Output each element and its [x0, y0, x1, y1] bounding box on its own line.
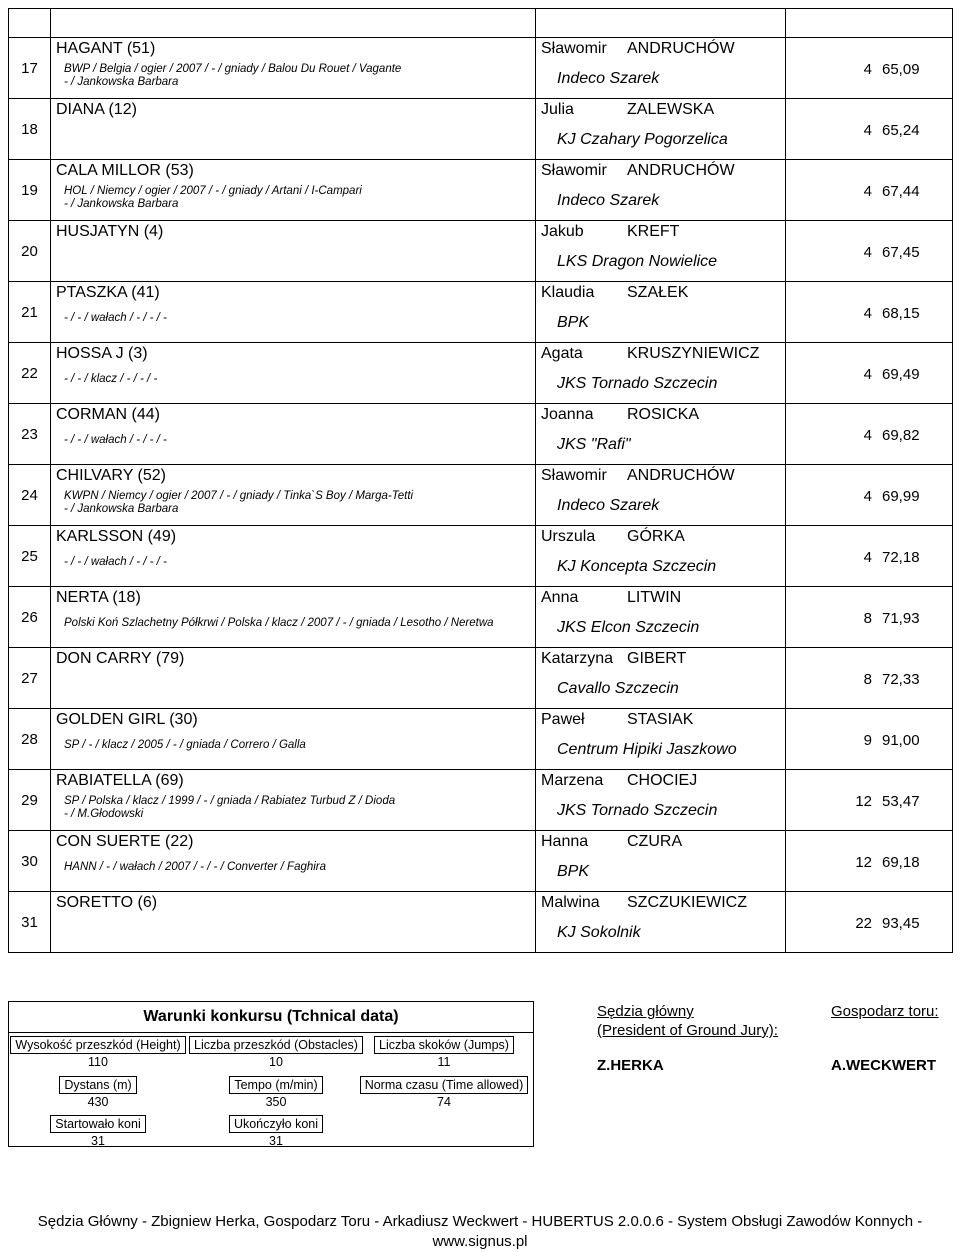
rider-last-name: CZURA: [627, 833, 683, 850]
table-row: [9, 99, 953, 160]
club-name: JKS Tornado Szczecin: [557, 802, 718, 819]
place-cell: [9, 648, 51, 709]
height-cell: [9, 1036, 187, 1070]
obstacles-label: Liczba przeszkód (Obstacles): [189, 1036, 363, 1054]
rider-name: [541, 101, 714, 119]
time: 72,33: [882, 671, 920, 688]
horse-cell: [51, 160, 536, 221]
place: 20: [21, 242, 38, 260]
horse-cell: [51, 38, 536, 99]
table-row: [9, 770, 953, 831]
place: 27: [21, 669, 38, 687]
rider-cell: [536, 892, 786, 953]
rider-name: [541, 711, 693, 729]
place-cell: [9, 282, 51, 343]
time: 67,45: [882, 244, 920, 261]
rider-first-name: Sławomir: [541, 467, 607, 484]
horse-description: HANN / - / wałach / 2007 / - / - / Converter / Faghira: [64, 861, 327, 873]
rider-first-name: Paweł: [541, 711, 585, 728]
rider-last-name: KREFT: [627, 223, 680, 240]
place: 23: [21, 425, 38, 443]
rider-last-name: GÓRKA: [627, 528, 685, 545]
table-row: [9, 892, 953, 953]
rider-first-name: Sławomir: [541, 40, 607, 57]
horse-name: HOSSA J (3): [56, 345, 148, 362]
rider-cell: [536, 221, 786, 282]
place: 26: [21, 608, 38, 626]
faults: 4: [863, 549, 872, 566]
place: 30: [21, 852, 38, 870]
faults: 4: [863, 305, 872, 322]
rider-first-name: Marzena: [541, 772, 604, 789]
faults: 12: [855, 793, 872, 810]
result-cell: [786, 709, 953, 770]
faults: 8: [863, 610, 872, 627]
jumps-value: 11: [437, 1055, 451, 1069]
table-row: [9, 160, 953, 221]
rider-name: [541, 223, 679, 241]
rider-first-name: Jakub: [541, 223, 584, 240]
started-cell: [9, 1115, 187, 1149]
time: 67,44: [882, 183, 920, 200]
started-label: Startowało koni: [50, 1115, 145, 1133]
header-cell: [9, 9, 51, 38]
distance-value: 430: [87, 1095, 109, 1109]
rider-name: [541, 833, 682, 851]
rider-first-name: Hanna: [541, 833, 589, 850]
place-cell: [9, 770, 51, 831]
jumps-cell: [355, 1036, 533, 1070]
club-name: KJ Sokolnik: [557, 924, 641, 941]
table-row: [9, 38, 953, 99]
faults: 9: [863, 732, 872, 749]
place: 17: [21, 59, 38, 77]
horse-cell: [51, 587, 536, 648]
host-name: A.WECKWERT: [831, 1057, 936, 1074]
place: 28: [21, 730, 38, 748]
obstacles-cell: [187, 1036, 365, 1070]
rider-last-name: GIBERT: [627, 650, 687, 667]
club-name: KJ Koncepta Szczecin: [557, 558, 717, 575]
rider-cell: [536, 99, 786, 160]
place-cell: [9, 709, 51, 770]
horse-description: SP / Polska / klacz / 1999 / - / gniada / Rabiatez Turbud Z / Dioda - / M.Głodowski: [64, 795, 396, 820]
rider-cell: [536, 648, 786, 709]
horse-description: HOL / Niemcy / ogier / 2007 / - / gniady / Artani / I-Campari - / Jankowska Barbara: [64, 185, 362, 210]
horse-cell: [51, 526, 536, 587]
rider-first-name: Agata: [541, 345, 583, 362]
rider-name: [541, 772, 697, 790]
result-cell: [786, 99, 953, 160]
president-label-2: (President of Ground Jury):: [597, 1022, 778, 1039]
rider-last-name: ROSICKA: [627, 406, 700, 423]
place: 31: [21, 913, 38, 931]
horse-cell: [51, 709, 536, 770]
place-cell: [9, 526, 51, 587]
place-cell: [9, 892, 51, 953]
place: 19: [21, 181, 38, 199]
distance-label: Dystans (m): [59, 1076, 136, 1094]
rider-last-name: ANDRUCHÓW: [627, 467, 735, 484]
horse-description: - / - / wałach / - / - / -: [64, 312, 167, 324]
horse-name: HUSJATYN (4): [56, 223, 164, 240]
host-label: Gospodarz toru:: [831, 1003, 939, 1020]
tempo-label: Tempo (m/min): [229, 1076, 322, 1094]
rider-cell: [536, 38, 786, 99]
table-row: [9, 343, 953, 404]
result-cell: [786, 160, 953, 221]
time-allowed-cell: [355, 1076, 533, 1110]
horse-cell: [51, 648, 536, 709]
place-cell: [9, 587, 51, 648]
time: 53,47: [882, 793, 920, 810]
result-cell: [786, 587, 953, 648]
club-name: Centrum Hipiki Jaszkowo: [557, 741, 737, 758]
horse-description: - / - / klacz / - / - / -: [64, 373, 158, 385]
header-cell: [51, 9, 536, 38]
horse-cell: [51, 404, 536, 465]
club-name: JKS Elcon Szczecin: [557, 619, 700, 636]
place: 24: [21, 486, 38, 504]
place: 22: [21, 364, 38, 382]
horse-name: CORMAN (44): [56, 406, 161, 423]
rider-cell: [536, 343, 786, 404]
horse-name: CHILVARY (52): [56, 467, 166, 484]
horse-name: GOLDEN GIRL (30): [56, 711, 198, 728]
place-cell: [9, 38, 51, 99]
place-cell: [9, 343, 51, 404]
place-cell: [9, 99, 51, 160]
time-allowed-label: Norma czasu (Time allowed): [360, 1076, 529, 1094]
faults: 4: [863, 61, 872, 78]
result-cell: [786, 648, 953, 709]
time: 91,00: [882, 732, 920, 749]
time: 69,18: [882, 854, 920, 871]
rider-cell: [536, 709, 786, 770]
horse-cell: [51, 892, 536, 953]
place-cell: [9, 404, 51, 465]
footer-line-1: Sędzia Główny - Zbigniew Herka, Gospodarz Toru - Arkadiusz Weckwert - HUBERTUS 2.0.0.6 - System Obsługi Zawodów Konnych -: [37, 1213, 923, 1230]
jumps-label: Liczba skoków (Jumps): [374, 1036, 514, 1054]
table-row: [9, 526, 953, 587]
rider-name: [541, 650, 686, 668]
footer-link[interactable]: www.signus.pl: [432, 1233, 528, 1250]
faults: 22: [855, 915, 872, 932]
technical-data-box: [8, 1001, 534, 1147]
finished-cell: [187, 1115, 365, 1149]
horse-cell: [51, 282, 536, 343]
horse-cell: [51, 99, 536, 160]
faults: 8: [863, 671, 872, 688]
place-cell: [9, 160, 51, 221]
faults: 4: [863, 183, 872, 200]
table-row: [9, 587, 953, 648]
result-cell: [786, 892, 953, 953]
rider-first-name: Katarzyna: [541, 650, 614, 667]
club-name: Indeco Szarek: [557, 497, 660, 514]
horse-name: SORETTO (6): [56, 894, 158, 911]
time-allowed-value: 74: [437, 1095, 451, 1109]
rider-last-name: SZAŁEK: [627, 284, 689, 301]
time: 71,93: [882, 610, 920, 627]
header-cell: [786, 9, 953, 38]
horse-name: PTASZKA (41): [56, 284, 160, 301]
rider-last-name: LITWIN: [627, 589, 682, 606]
result-cell: [786, 465, 953, 526]
club-name: BPK: [557, 863, 590, 880]
rider-cell: [536, 282, 786, 343]
rider-first-name: Klaudia: [541, 284, 595, 301]
place-cell: [9, 221, 51, 282]
rider-last-name: STASIAK: [627, 711, 694, 728]
horse-cell: [51, 831, 536, 892]
distance-cell: [9, 1076, 187, 1110]
place: 25: [21, 547, 38, 565]
result-cell: [786, 770, 953, 831]
rider-first-name: Malwina: [541, 894, 600, 911]
rider-first-name: Julia: [541, 101, 574, 118]
club-name: JKS "Rafi": [557, 436, 631, 453]
rider-first-name: Urszula: [541, 528, 596, 545]
rider-cell: [536, 526, 786, 587]
rider-last-name: ZALEWSKA: [627, 101, 715, 118]
place: 21: [21, 303, 38, 321]
time: 72,18: [882, 549, 920, 566]
result-cell: [786, 38, 953, 99]
tempo-value: 350: [265, 1095, 287, 1109]
faults: 4: [863, 427, 872, 444]
faults: 4: [863, 244, 872, 261]
horse-name: HAGANT (51): [56, 40, 156, 57]
horse-name: NERTA (18): [56, 589, 141, 606]
technical-data-title: Warunki konkursu (Tchnical data): [9, 1002, 533, 1033]
faults: 12: [855, 854, 872, 871]
faults: 4: [863, 366, 872, 383]
place-cell: [9, 831, 51, 892]
result-cell: [786, 404, 953, 465]
horse-description: BWP / Belgia / ogier / 2007 / - / gniady / Balou Du Rouet / Vagante - / Jankowska Barbara: [64, 63, 402, 88]
horse-cell: [51, 465, 536, 526]
time: 69,99: [882, 488, 920, 505]
horse-cell: [51, 221, 536, 282]
rider-first-name: Anna: [541, 589, 579, 606]
horse-description: - / - / wałach / - / - / -: [64, 434, 167, 446]
horse-name: DON CARRY (79): [56, 650, 185, 667]
rider-cell: [536, 587, 786, 648]
rider-last-name: CHOCIEJ: [627, 772, 698, 789]
horse-name: RABIATELLA (69): [56, 772, 184, 789]
club-name: BPK: [557, 314, 590, 331]
rider-name: [541, 467, 735, 485]
rider-name: [541, 284, 688, 302]
time: 93,45: [882, 915, 920, 932]
finished-value: 31: [269, 1134, 283, 1148]
results-table: [8, 8, 953, 953]
rider-first-name: Joanna: [541, 406, 594, 423]
horse-name: DIANA (12): [56, 101, 137, 118]
rider-cell: [536, 404, 786, 465]
horse-cell: [51, 343, 536, 404]
finished-label: Ukończyło koni: [229, 1115, 323, 1133]
club-name: Indeco Szarek: [557, 192, 660, 209]
result-cell: [786, 221, 953, 282]
rider-name: [541, 162, 735, 180]
time: 65,24: [882, 122, 920, 139]
rider-name: [541, 406, 699, 424]
rider-cell: [536, 770, 786, 831]
rider-name: [541, 528, 685, 546]
club-name: LKS Dragon Nowielice: [557, 253, 718, 270]
horse-description: KWPN / Niemcy / ogier / 2007 / - / gniady / Tinka`S Boy / Marga-Tetti - / Jankowska Barbara: [64, 490, 414, 515]
horse-name: CALA MILLOR (53): [56, 162, 194, 179]
horse-description: - / - / wałach / - / - / -: [64, 556, 167, 568]
rider-name: [541, 894, 747, 912]
tempo-cell: [187, 1076, 365, 1110]
rider-name: [541, 589, 681, 607]
rider-last-name: ANDRUCHÓW: [627, 40, 735, 57]
height-label: Wysokość przeszkód (Height): [10, 1036, 185, 1054]
table-row: [9, 831, 953, 892]
rider-last-name: KRUSZYNIEWICZ: [627, 345, 760, 362]
time: 68,15: [882, 305, 920, 322]
result-cell: [786, 831, 953, 892]
place: 18: [21, 120, 38, 138]
rider-cell: [536, 465, 786, 526]
rider-first-name: Sławomir: [541, 162, 607, 179]
horse-description: Polski Koń Szlachetny Półkrwi / Polska / klacz / 2007 / - / gniada / Lesotho / Neretwa: [64, 617, 494, 629]
table-row: [9, 282, 953, 343]
result-cell: [786, 282, 953, 343]
horse-cell: [51, 770, 536, 831]
rider-cell: [536, 160, 786, 221]
rider-cell: [536, 831, 786, 892]
faults: 4: [863, 488, 872, 505]
rider-name: [541, 345, 759, 363]
club-name: Indeco Szarek: [557, 70, 660, 87]
rider-last-name: ANDRUCHÓW: [627, 162, 735, 179]
time: 69,49: [882, 366, 920, 383]
place: 29: [21, 791, 38, 809]
result-cell: [786, 526, 953, 587]
height-value: 110: [88, 1055, 108, 1069]
rider-name: [541, 40, 735, 58]
horse-description: SP / - / klacz / 2005 / - / gniada / Correro / Galla: [64, 739, 306, 751]
club-name: KJ Czahary Pogorzelica: [557, 131, 728, 148]
president-label-1: Sędzia główny: [597, 1003, 694, 1020]
horse-name: KARLSSON (49): [56, 528, 177, 545]
table-row: [9, 465, 953, 526]
result-cell: [786, 343, 953, 404]
rider-last-name: SZCZUKIEWICZ: [627, 894, 747, 911]
table-row: [9, 709, 953, 770]
obstacles-value: 10: [269, 1055, 283, 1069]
table-row: [9, 221, 953, 282]
horse-name: CON SUERTE (22): [56, 833, 194, 850]
header-cell: [536, 9, 786, 38]
footer: [0, 1212, 960, 1252]
started-value: 31: [91, 1134, 105, 1148]
place-cell: [9, 465, 51, 526]
table-row: [9, 404, 953, 465]
table-row: [9, 648, 953, 709]
time: 65,09: [882, 61, 920, 78]
club-name: Cavallo Szczecin: [557, 680, 679, 697]
time: 69,82: [882, 427, 920, 444]
faults: 4: [863, 122, 872, 139]
president-name: Z.HERKA: [597, 1057, 664, 1074]
club-name: JKS Tornado Szczecin: [557, 375, 718, 392]
